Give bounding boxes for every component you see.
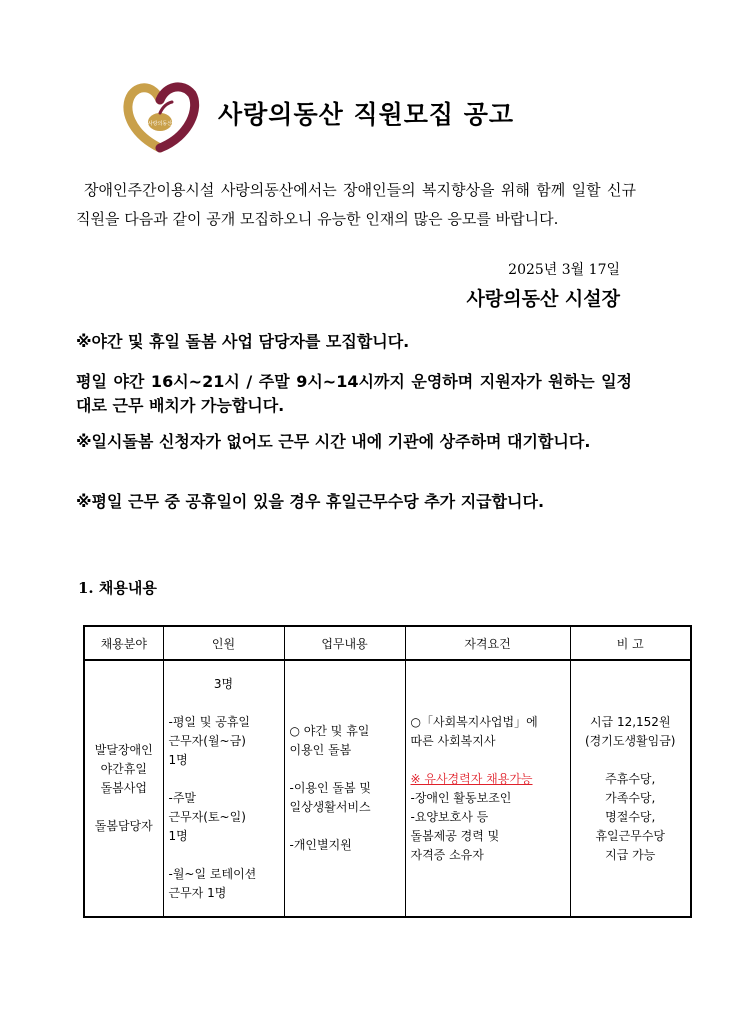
duties-line: 이용인 돌봄 (289, 743, 352, 757)
recruitment-table (83, 625, 692, 918)
qualification-line: -요양보호사 등 (410, 809, 489, 824)
header (120, 78, 620, 158)
header-persons: 인원 (163, 626, 284, 660)
notice-3: ※일시돌봄 신청자가 없어도 근무 시간 내에 기관에 상주하며 대기합니다. (76, 432, 591, 451)
duties-line: 일상생활서비스 (289, 800, 371, 814)
announcement-date: 2025년 3월 17일 (508, 262, 620, 278)
persons-line: 1명 (168, 828, 188, 843)
notice-1: ※야간 및 휴일 돌봄 사업 담당자를 모집합니다. (76, 332, 410, 351)
table-row (84, 660, 691, 917)
allowance-line: 휴일근무수당 (595, 828, 666, 843)
duties-line: -개인별지원 (289, 838, 352, 852)
cell-notes (570, 660, 691, 917)
persons-line: 근무자(토~일) (168, 809, 246, 824)
duties-line: -이용인 돌봄 및 (289, 781, 372, 795)
header-field: 채용분야 (84, 626, 163, 660)
logo-text: 사랑의동산 (147, 121, 173, 127)
qualification-line: ○「사회복지사업법」에 (410, 714, 538, 729)
notice-4: ※평일 근무 중 공휴일이 있을 경우 휴일근무수당 추가 지급합니다. (76, 492, 545, 511)
table-header-row (84, 626, 691, 660)
page-title: 사랑의동산 직원모집 공고 (218, 100, 515, 129)
header-qualifications: 자격요건 (405, 626, 570, 660)
qualification-line: -장애인 활동보조인 (410, 790, 512, 805)
field-line: 발달장애인 (94, 743, 153, 757)
notice-2: 평일 야간 16시~21시 / 주말 9시~14시까지 운영하며 지원자가 원하는 일정대로 근무 배치가 가능합니다. (76, 372, 632, 415)
signer: 사랑의동산 시설장 (466, 288, 620, 310)
field-line: 야간휴일 (100, 762, 147, 776)
persons-line: -주말 (168, 790, 197, 805)
intro-paragraph: 장애인주간이용시설 사랑의동산에서는 장애인들의 복지향상을 위해 함께 일할 신규직원을 다음과 같이 공개 모집하오니 유능한 인재의 많은 응모를 바랍니다. (76, 181, 636, 228)
allowance-line: 주휴수당, (605, 771, 656, 786)
header-notes: 비 고 (570, 626, 691, 660)
section-title: 1. 채용내용 (78, 579, 157, 597)
persons-line: 근무자 1명 (168, 885, 227, 900)
persons-line: 1명 (168, 752, 188, 767)
field-line: 돌봄담당자 (94, 819, 153, 833)
cell-persons (163, 660, 284, 917)
cell-qualifications (405, 660, 570, 917)
allowance-line: 지급 가능 (605, 847, 656, 862)
similar-experience-note: ※ 유사경력자 채용가능 (410, 771, 533, 786)
allowance-line: 명절수당, (605, 809, 656, 824)
header-duties: 업무내용 (284, 626, 405, 660)
cell-field (84, 660, 163, 917)
duties-line: ○ 야간 및 휴일 (289, 724, 370, 738)
qualification-line: 자격증 소유자 (410, 847, 484, 862)
persons-line: -평일 및 공휴일 (168, 714, 251, 729)
wage-note: (경기도생활임금) (584, 733, 676, 748)
allowance-line: 가족수당, (605, 790, 656, 805)
qualification-line: 따른 사회복지사 (410, 733, 496, 748)
cell-duties (284, 660, 405, 917)
persons-total: 3명 (213, 676, 234, 691)
qualification-line: 돌봄제공 경력 및 (410, 828, 500, 843)
field-line: 돌봄사업 (100, 781, 147, 795)
heart-logo-icon (120, 78, 200, 158)
persons-line: -월~일 로테이션 (168, 866, 257, 881)
persons-line: 근무자(월~금) (168, 733, 246, 748)
wage-line: 시급 12,152원 (589, 714, 671, 729)
